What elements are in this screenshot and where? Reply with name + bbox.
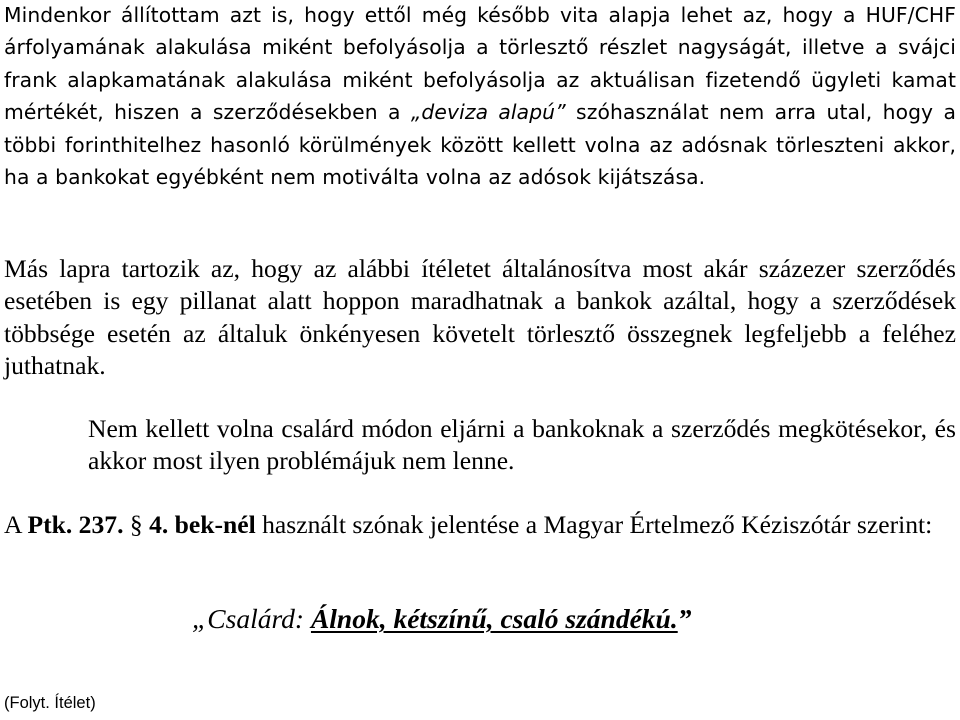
definition-open-quote: „ xyxy=(192,603,208,634)
definition-quote xyxy=(192,603,952,635)
footer-note: (Folyt. Ítélet) xyxy=(4,694,96,712)
paragraph-1-quoted-term: „deviza alapú” xyxy=(410,100,566,125)
definition-meaning: Álnok, kétszínű, csaló szándékú. xyxy=(310,603,678,634)
section-number: 4. xyxy=(149,510,169,539)
paragraph-4 xyxy=(4,509,956,541)
paragraph-1 xyxy=(4,0,956,193)
definition-term: Csalárd: xyxy=(207,603,305,634)
paragraph-reference: bek-nél xyxy=(168,510,256,539)
paragraph-3: Nem kellett volna csalárd módon eljárni a bankoknak a szerződés megkötésekor, és akkor most ilyen problémájuk nem lenne. xyxy=(88,414,956,476)
definition-close-quote: ” xyxy=(677,603,692,634)
paragraph-2: Más lapra tartozik az, hogy az alábbi ítéletet általánosítva most akár százezer szerződés esetében is egy pillanat alatt hoppon maradhatnak a bankok azáltal, hogy a szerződések többsége esetén az általuk önkényesen követelt törlesztő összegnek legfeljebb a feléhez juthatnak. xyxy=(4,254,956,381)
paragraph-1-text-before: Mindenkor állítottam azt is, hogy ettől még később vita alapja lehet az, hogy a HUF/CHF árfolyamának alakulása miként befolyásolja a törlesztő részlet nagyságát, illetve a svájci frank alapkamatának alakulása miként befolyásolja az aktuálisan fizetendő ügyleti kamat mértékét, hiszen a szerződésekben a xyxy=(4,3,956,125)
paragraph-4-prefix: A xyxy=(4,510,28,539)
paragraph-1-text-after: szóhasználat nem arra utal, hogy a többi forinthitelhez hasonló körülmények között kellett volna az adósnak törleszteni akkor, ha a bankokat egyébként nem motiválta volna az adósok kijátszása. xyxy=(4,100,956,190)
law-reference: Ptk. 237. xyxy=(27,510,124,539)
section-sign: § xyxy=(123,510,150,539)
paragraph-4-rest: használt szónak jelentése a Magyar Értelmező Kéziszótár szerint: xyxy=(255,510,933,539)
